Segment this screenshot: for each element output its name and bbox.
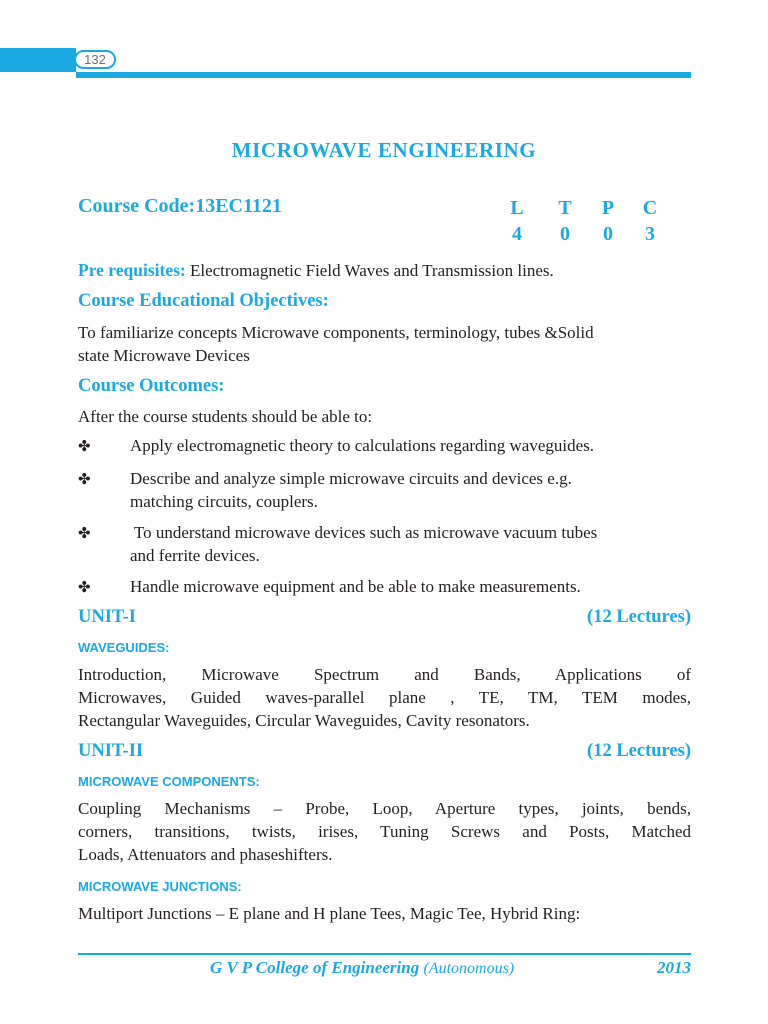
outcome-item: To understand microwave devices such as microwave vacuum tubes and ferrite devices. [130,523,598,565]
unit1-title: UNIT-I [78,607,136,627]
page-number: 132 [74,50,116,69]
ltpc-label-p: P 0 [601,197,615,245]
unit2-junctions-text: Multiport Junctions – E plane and H plane Tees, Magic Tee, Hybrid Ring: [78,904,581,923]
footer-rule [78,953,691,955]
prerequisites-label: Pre requisites: [78,260,186,280]
outcome-item: Handle microwave equipment and be able to make measurements. [130,577,581,596]
header-accent-band [0,48,76,72]
bullet-icon: ✤ [78,439,91,455]
header-rule [76,72,691,78]
unit1-text: Introduction, Microwave Spectrum and Bands, Applications of Microwaves, Guided waves-parallel plane , TE, TM, TEM modes, Rectangular Waveguides, Circular Waveguides, Cavity resonators. [78,665,691,730]
unit1-lectures: (12 Lectures) [587,607,691,627]
prerequisites-text: Electromagnetic Field Waves and Transmission lines. [189,261,554,280]
prerequisites [78,259,691,282]
bullet-icon: ✤ [78,526,91,542]
outcome-item: Describe and analyze simple microwave circuits and devices e.g. matching circuits, couplers. [130,469,572,511]
footer-autonomous: (Autonomous) [423,960,515,977]
course-code: Course Code:13EC1121 [78,195,282,217]
unit2-title: UNIT-II [78,741,144,761]
objectives-text: To familiarize concepts Microwave components, terminology, tubes &Solid state Microwave Devices [78,323,594,365]
outcomes-intro: After the course students should be able to: [78,407,373,426]
outcome-item: Apply electromagnetic theory to calculations regarding waveguides. [130,436,595,455]
footer-year: 2013 [657,958,691,977]
ltpc-label-l: L 4 [510,197,524,245]
unit1-subheading: WAVEGUIDES: [78,640,170,655]
page-title: MICROWAVE ENGINEERING [231,138,537,162]
ltpc-label-t: T 0 [558,197,572,245]
bullet-icon: ✤ [78,472,91,488]
unit2-subheading-junctions: MICROWAVE JUNCTIONS: [78,879,242,894]
unit2-subheading: MICROWAVE COMPONENTS: [78,774,260,789]
ltpc-label-c: C 3 [642,197,658,245]
unit1-header [78,607,691,628]
unit2-text: Coupling Mechanisms – Probe, Loop, Aperture types, joints, bends, corners, transitions, twists, irises, Tuning Screws and Posts, Matched Loads, Attenuators and phaseshifters. [78,799,691,864]
bullet-icon: ✤ [78,580,91,596]
unit2-lectures: (12 Lectures) [587,741,691,761]
objectives-heading: Course Educational Objectives: [78,291,329,311]
footer-college: G V P College of Engineering (Autonomous) [210,958,515,977]
outcomes-heading: Course Outcomes: [78,376,225,396]
unit2-header [78,741,691,762]
